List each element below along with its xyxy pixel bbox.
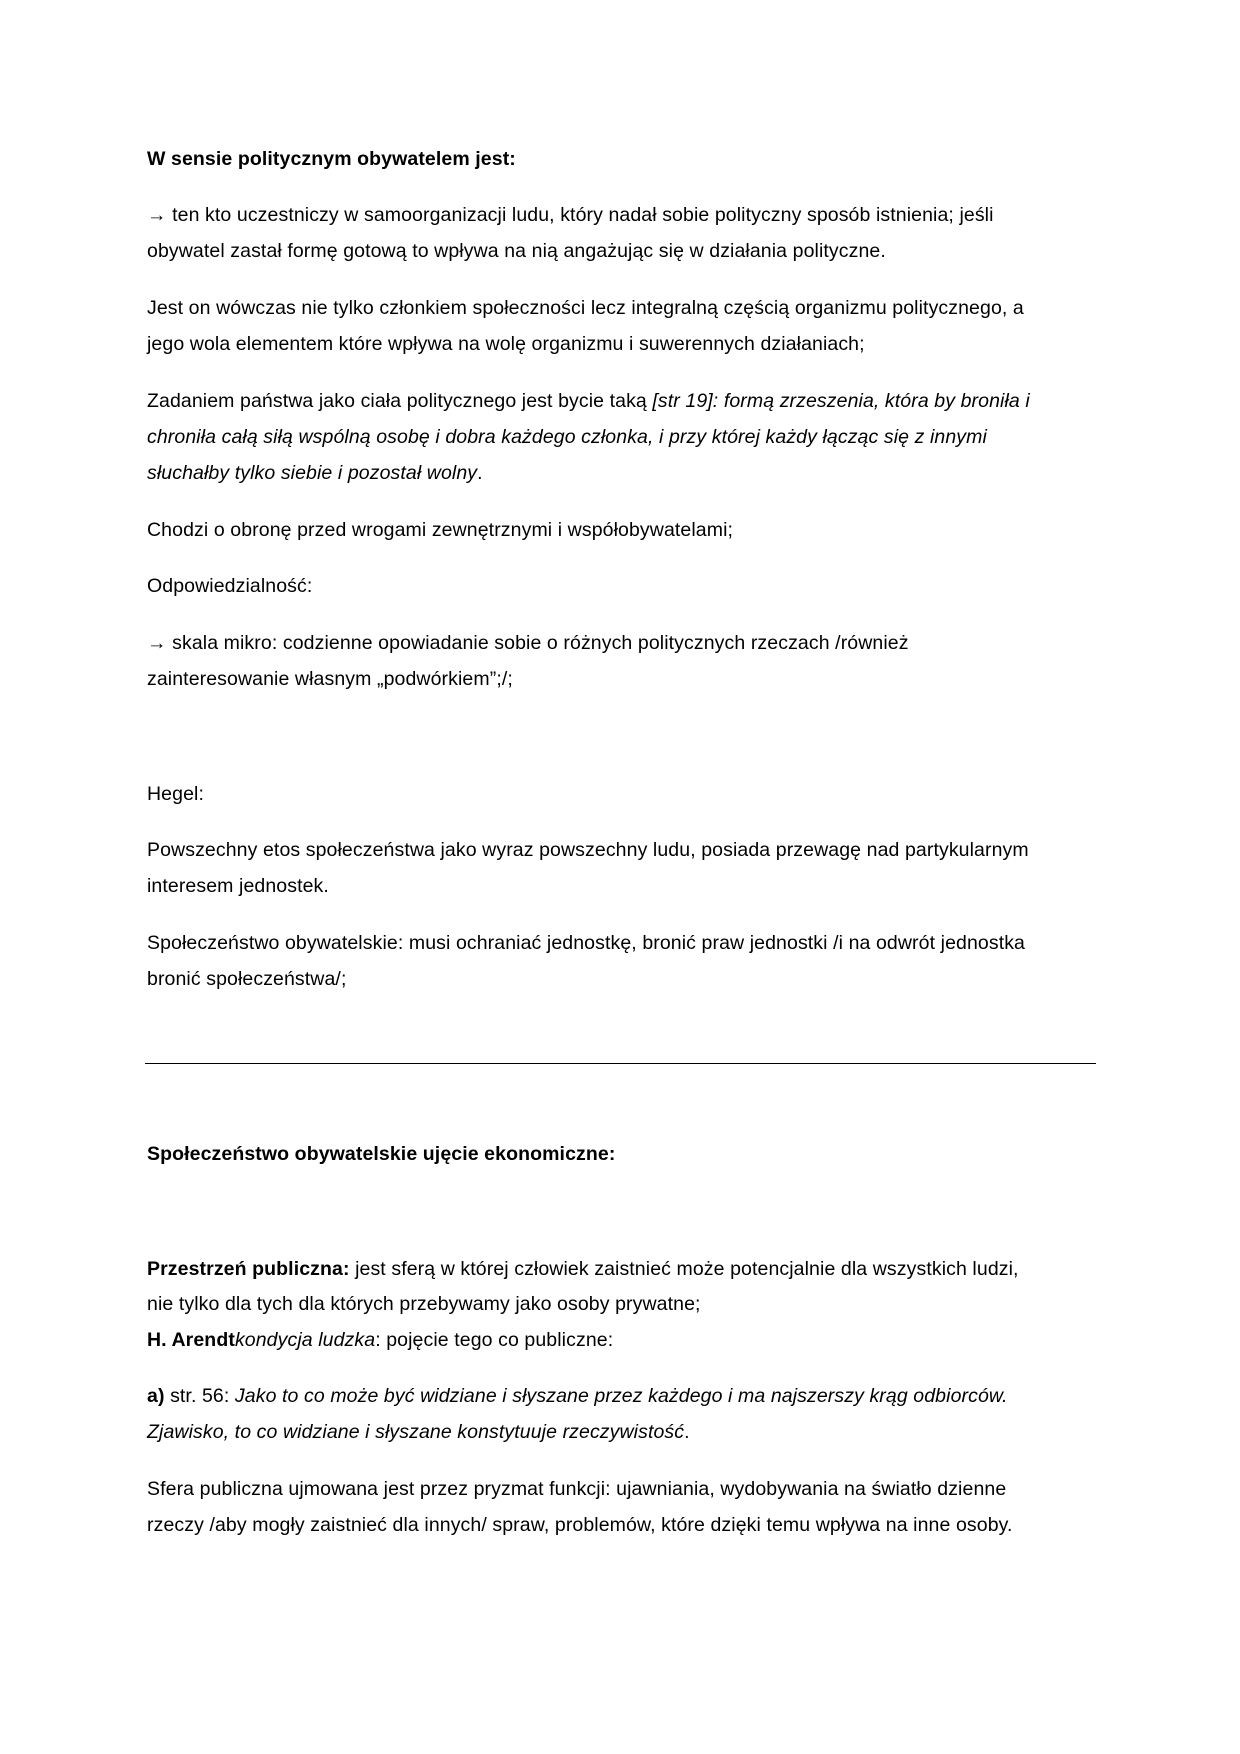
- horizontal-divider: [145, 1063, 1096, 1064]
- paragraph-line: [147, 1420, 690, 1444]
- paragraph-line: interesem jednostek.: [147, 875, 329, 897]
- paragraph-line: Powszechny etos społeczeństwa jako wyraz powszechny ludu, posiada przewagę nad partykularnym: [147, 839, 1029, 861]
- paragraph-line: jego wola elementem które wpływa na wolę organizmu i suwerennych działaniach;: [147, 333, 865, 355]
- term-label: Przestrzeń publiczna:: [147, 1258, 350, 1280]
- paragraph-line: [147, 1328, 613, 1352]
- paragraph-line: [147, 1257, 1019, 1281]
- paragraph-line: Sfera publiczna ujmowana jest przez pryzmat funkcji: ujawniania, wydobywania na światło dzienne: [147, 1478, 1007, 1500]
- paragraph-line: rzeczy /aby mogły zaistnieć dla innych/ spraw, problemów, które dzięki temu wpływa na inne osoby.: [147, 1514, 1013, 1536]
- paragraph-line: [147, 461, 483, 485]
- paragraph-text: : pojęcie tego co publiczne:: [375, 1329, 614, 1351]
- quote-text: Jako to co może być widziane i słyszane przez każdego i ma najszerszy krąg odbiorców.: [234, 1385, 1008, 1407]
- paragraph-line: [147, 389, 1030, 413]
- paragraph-line: [147, 1384, 1008, 1408]
- quote-line: chroniła całą siłą wspólną osobę i dobra każdego członka, i przy której każdy łącząc się z innymi: [147, 426, 987, 448]
- paragraph-line: Jest on wówczas nie tylko członkiem społeczności lecz integralną częścią organizmu politycznego, a: [147, 297, 1024, 319]
- heading-economic-civil-society: Społeczeństwo obywatelskie ujęcie ekonomiczne:: [147, 1143, 616, 1165]
- list-marker: a): [147, 1385, 165, 1407]
- paragraph-text: jest sferą w której człowiek zaistnieć może potencjalnie dla wszystkich ludzi,: [349, 1258, 1019, 1280]
- paragraph-line: Chodzi o obronę przed wrogami zewnętrznymi i współobywatelami;: [147, 519, 734, 541]
- paragraph-line: Hegel:: [147, 783, 204, 805]
- paragraph-line: → skala mikro: codzienne opowiadanie sobie o różnych politycznych rzeczach /również: [147, 632, 909, 654]
- paragraph-text: .: [684, 1421, 690, 1443]
- heading-political-citizen: W sensie politycznym obywatelem jest:: [147, 148, 516, 170]
- quote-text: [str 19]: formą zrzeszenia, która by broniła i: [652, 390, 1030, 412]
- paragraph-line: Społeczeństwo obywatelskie: musi ochraniać jednostkę, bronić praw jednostki /i na odwrót jednostka: [147, 932, 1026, 954]
- paragraph-line: nie tylko dla tych dla których przebywamy jako osoby prywatne;: [147, 1293, 701, 1315]
- paragraph-line: obywatel zastał formę gotową to wpływa na nią angażując się w działania polityczne.: [147, 240, 886, 262]
- paragraph-text: Zadaniem państwa jako ciała politycznego jest bycie taką: [147, 390, 653, 412]
- paragraph-line: Odpowiedzialność:: [147, 575, 313, 597]
- paragraph-line: zainteresowanie własnym „podwórkiem”;/;: [147, 668, 513, 690]
- book-title: kondycja ludzka: [234, 1329, 376, 1351]
- paragraph-line: bronić społeczeństwa/;: [147, 968, 347, 990]
- author-name: H. Arendt: [147, 1329, 235, 1351]
- quote-text: Zjawisko, to co widziane i słyszane konstytuuje rzeczywistość: [147, 1421, 685, 1443]
- paragraph-line: → ten kto uczestniczy w samoorganizacji ludu, który nadał sobie polityczny sposób istnienia; jeśli: [147, 204, 994, 226]
- quote-text: słuchałby tylko siebie i pozostał wolny: [147, 462, 478, 484]
- paragraph-text: str. 56:: [164, 1385, 235, 1407]
- paragraph-text: .: [477, 462, 483, 484]
